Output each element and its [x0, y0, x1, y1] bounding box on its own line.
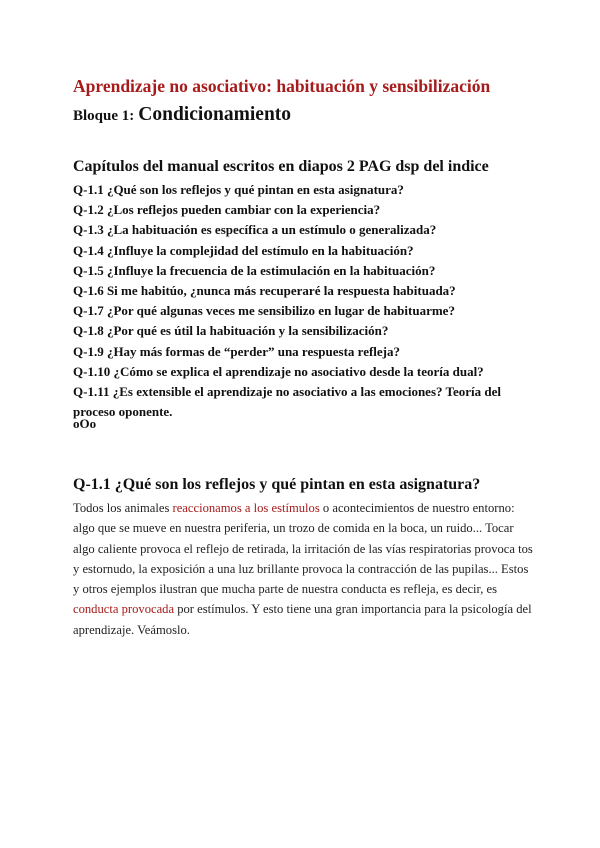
section-heading: Q-1.1 ¿Qué son los reflejos y qué pintan en esta asignatura? — [73, 476, 481, 493]
block-line — [73, 104, 291, 126]
paragraph-text-3: por estímulos. Y esto tiene una gran importancia para la psicología del aprendizaje. Veámoslo. — [73, 602, 532, 637]
chapter-item-3: Q-1.3 ¿La habituación es específica a un estímulo o generalizada? — [73, 222, 437, 238]
chapter-item-6: Q-1.6 Si me habitúo, ¿nunca más recuperaré la respuesta habituada? — [73, 283, 456, 299]
end-mark: oOo — [73, 416, 97, 431]
highlight-conducta-provocada: conducta provocada — [73, 602, 175, 617]
section-paragraph — [73, 498, 535, 640]
chapter-item-2: Q-1.2 ¿Los reflejos pueden cambiar con la experiencia? — [73, 202, 381, 218]
chapters-heading: Capítulos del manual escritos en diapos 2 PAG dsp del indice — [73, 158, 489, 175]
chapter-item-10: Q-1.10 ¿Cómo se explica el aprendizaje no asociativo desde la teoría dual? — [73, 363, 484, 379]
block-name: Condicionamiento — [138, 104, 292, 125]
chapter-item-8: Q-1.8 ¿Por qué es útil la habituación y la sensibilización? — [73, 323, 389, 339]
block-prefix: Bloque 1: — [73, 108, 135, 124]
highlight-reaccionamos: reaccionamos a los estímulos — [172, 501, 320, 515]
chapters-list — [73, 180, 533, 422]
chapter-item-9: Q-1.9 ¿Hay más formas de “perder” una respuesta refleja? — [73, 343, 401, 359]
paragraph-text-1: Todos los animales — [73, 501, 173, 515]
chapter-item-1: Q-1.1 ¿Qué son los reflejos y qué pintan en esta asignatura? — [73, 182, 404, 197]
chapter-item-7: Q-1.7 ¿Por qué algunas veces me sensibilizo en lugar de habituarme? — [73, 303, 455, 319]
chapter-item-5: Q-1.5 ¿Influye la frecuencia de la estimulación en la habituación? — [73, 262, 436, 278]
paragraph-text-2: o acontecimientos de nuestro entorno: algo que se mueve en nuestra periferia, un trozo de comida en la boca, un ruido... Tocar algo caliente provoca el reflejo de retirada, la irritación de las vías respiratorias provoca tos y estornudo, la exposición a una luz brillante provoca la contracción de las pupilas... Estos y otros ejemplos ilustran que mucha parte de nuestra conducta es refleja, es decir, es — [73, 501, 533, 597]
chapter-item-4: Q-1.4 ¿Influye la complejidad del estímulo en la habituación? — [73, 242, 414, 258]
chapter-item-11: Q-1.11 ¿Es extensible el aprendizaje no asociativo a las emociones? Teoría del proceso oponente. — [73, 384, 502, 420]
document-title: Aprendizaje no asociativo: habituación y sensibilización — [73, 76, 491, 96]
